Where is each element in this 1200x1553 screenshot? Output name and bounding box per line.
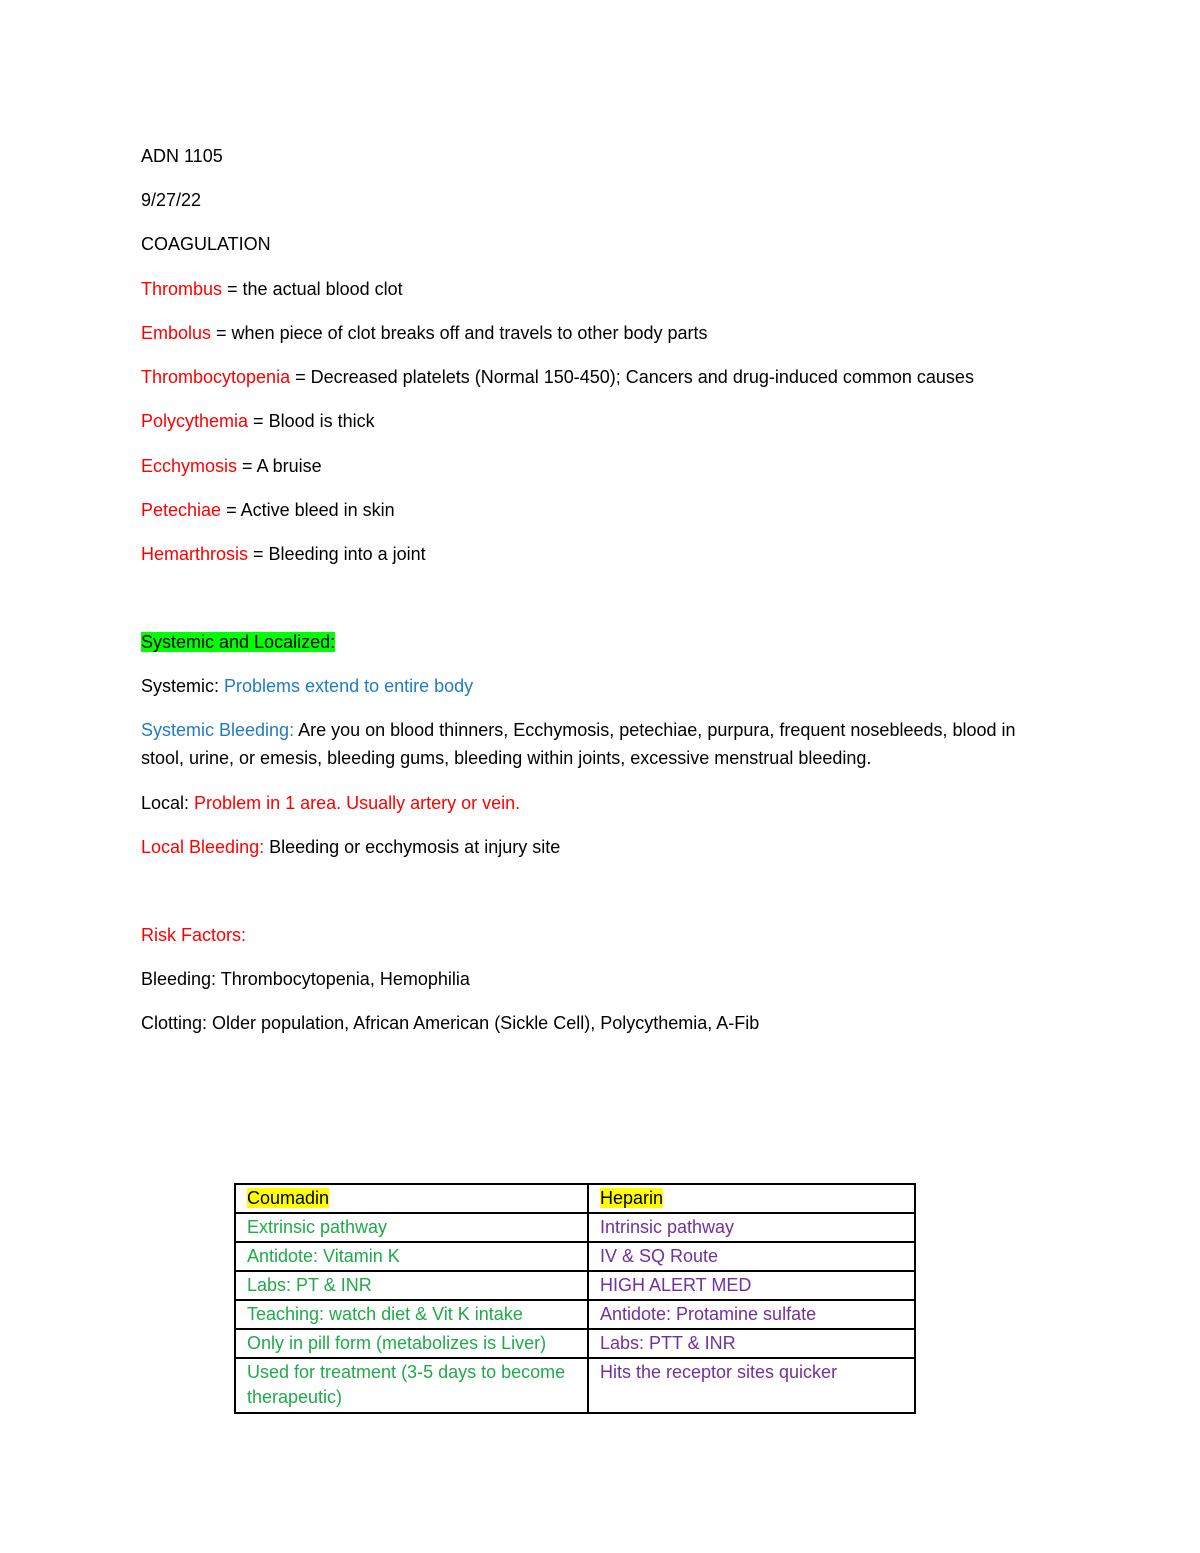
coumadin-cell: Labs: PT & INR: [235, 1271, 588, 1300]
definition-text: Active bleed in skin: [240, 500, 395, 520]
systemic-localized-heading: [141, 628, 335, 656]
separator: =: [290, 367, 311, 387]
table-header-row: [235, 1184, 915, 1213]
coumadin-cell: Extrinsic pathway: [235, 1213, 588, 1242]
separator: =: [222, 279, 243, 299]
separator: =: [211, 323, 232, 343]
local-text: Problem in 1 area. Usually artery or vein.: [194, 793, 521, 813]
term: Thrombus: [141, 279, 223, 299]
separator: =: [248, 411, 269, 431]
table-row: [235, 1213, 915, 1242]
local-bleeding-line: [141, 833, 560, 861]
table-row: [235, 1358, 915, 1413]
term: Polycythemia: [141, 411, 249, 431]
systemic-text: Problems extend to entire body: [224, 676, 474, 696]
heparin-cell: Antidote: Protamine sulfate: [588, 1300, 915, 1329]
term: Hemarthrosis: [141, 544, 249, 564]
heparin-cell: HIGH ALERT MED: [588, 1271, 915, 1300]
term: Ecchymosis: [141, 456, 238, 476]
note-date: 9/27/22: [141, 190, 202, 210]
coumadin-cell: Only in pill form (metabolizes is Liver): [235, 1329, 588, 1358]
coumadin-cell: Teaching: watch diet & Vit K intake: [235, 1300, 588, 1329]
systemic-bleeding-text: Are you on blood thinners, Ecchymosis, petechiae, purpura, frequent nosebleeds, blood in stool, urine, or emesis, bleeding gums, bleeding within joints, excessive menstrual bleeding.: [141, 720, 1016, 768]
heparin-cell: Hits the receptor sites quicker: [588, 1358, 915, 1413]
separator: =: [237, 456, 257, 476]
definition-thrombocytopenia: [141, 363, 974, 391]
coumadin-cell: Used for treatment (3-5 days to become therapeutic): [235, 1358, 588, 1413]
heparin-cell: Intrinsic pathway: [588, 1213, 915, 1242]
definition-text: Blood is thick: [268, 411, 375, 431]
table-row: [235, 1300, 915, 1329]
table-header-heparin: [588, 1184, 915, 1213]
systemic-line: [141, 672, 473, 700]
local-bleeding-text: Bleeding or ecchymosis at injury site: [264, 837, 561, 857]
definition-ecchymosis: [141, 452, 322, 480]
risk-factors-heading: Risk Factors:: [141, 925, 247, 945]
table-row: [235, 1329, 915, 1358]
systemic-label: Systemic:: [141, 676, 225, 696]
local-label: Local:: [141, 793, 195, 813]
local-line: [141, 789, 520, 817]
section-heading: Systemic and Localized:: [141, 632, 336, 652]
definition-text: Bleeding into a joint: [268, 544, 426, 564]
definition-polycythemia: [141, 407, 375, 435]
separator: =: [221, 500, 241, 520]
definition-thrombus: [141, 275, 403, 303]
coumadin-cell: Antidote: Vitamin K: [235, 1242, 588, 1271]
topic-title: COAGULATION: [141, 234, 271, 254]
definition-hemarthrosis: [141, 540, 426, 568]
heparin-cell: Labs: PTT & INR: [588, 1329, 915, 1358]
definition-text: when piece of clot breaks off and travels to other body parts: [231, 323, 708, 343]
table-row: [235, 1271, 915, 1300]
definition-embolus: [141, 319, 708, 347]
term: Embolus: [141, 323, 212, 343]
risk-clotting: Clotting: Older population, African American (Sickle Cell), Polycythemia, A-Fib: [141, 1013, 760, 1033]
systemic-bleeding-line: [141, 716, 1041, 772]
definition-text: the actual blood clot: [242, 279, 403, 299]
systemic-bleeding-label: Systemic Bleeding:: [141, 720, 295, 740]
anticoagulant-table: [234, 1183, 916, 1414]
header-text: Coumadin: [247, 1188, 330, 1208]
header-text: Heparin: [599, 1188, 664, 1208]
risk-bleeding: Bleeding: Thrombocytopenia, Hemophilia: [141, 969, 470, 989]
heparin-cell: IV & SQ Route: [588, 1242, 915, 1271]
local-bleeding-label: Local Bleeding:: [141, 837, 265, 857]
term: Petechiae: [141, 500, 222, 520]
course-code: ADN 1105: [141, 146, 223, 166]
separator: =: [248, 544, 269, 564]
definition-petechiae: [141, 496, 395, 524]
definition-text: Decreased platelets (Normal 150-450); Cancers and drug-induced common causes: [310, 367, 974, 387]
table-row: [235, 1242, 915, 1271]
table-header-coumadin: [235, 1184, 588, 1213]
definition-text: A bruise: [256, 456, 322, 476]
term: Thrombocytopenia: [141, 367, 291, 387]
